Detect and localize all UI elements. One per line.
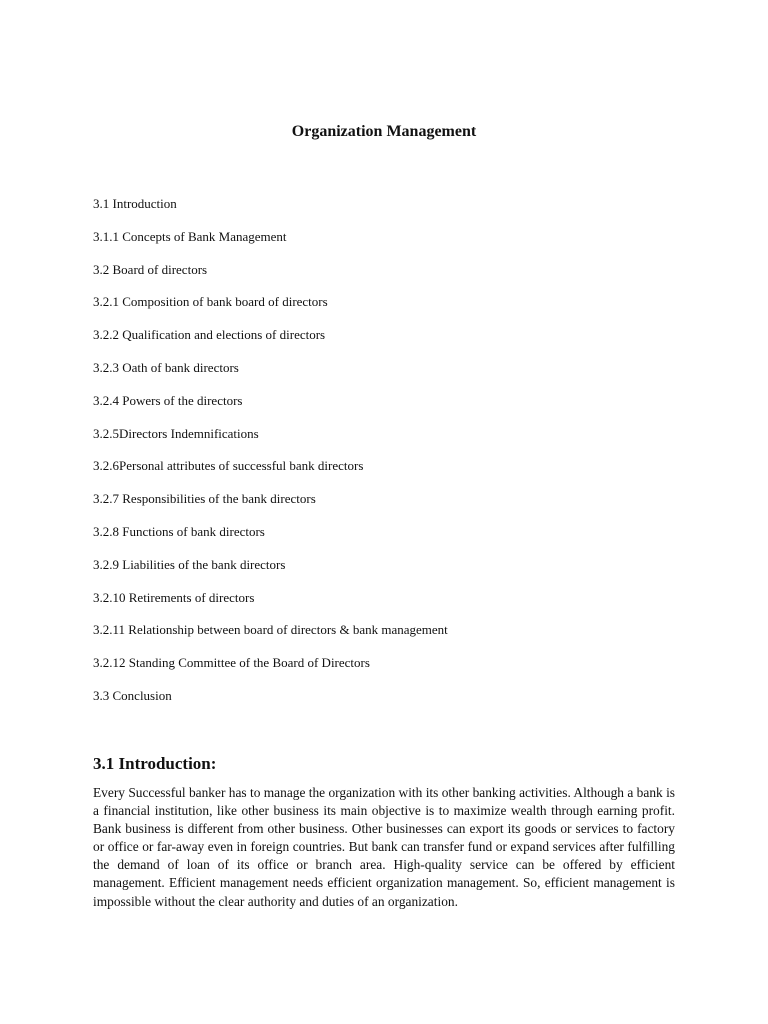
section-paragraph: Every Successful banker has to manage the organization with its other banking activities. Although a bank is a financial institution, like other business its main objective is to maximize wealth through earning profit. Bank business is different from other business. Other businesses can export its goods or services to factory or office or far-away even in foreign countries. But bank can transfer fund or expand services after fulfilling the demand of loan of its office or branch area. High-quality service can be offered by efficient management. Efficient management needs efficient organization management. So, efficient management is impossible without the clear authority and duties of an organization. xyxy=(93,785,675,909)
toc-item: 3.2.3 Oath of bank directors xyxy=(93,359,239,375)
toc-item: 3.2.6Personal attributes of successful bank directors xyxy=(93,458,364,474)
toc-item: 3.1 Introduction xyxy=(93,196,177,211)
toc-item: 3.3 Conclusion xyxy=(93,687,172,703)
toc-item: 3.2.2 Qualification and elections of directors xyxy=(93,327,326,343)
toc-item: 3.2 Board of directors xyxy=(93,261,208,277)
toc-item: 3.2.9 Liabilities of the bank directors xyxy=(93,556,286,572)
table-of-contents xyxy=(93,195,448,720)
toc-item: 3.1.1 Concepts of Bank Management xyxy=(93,228,287,244)
toc-item: 3.2.5Directors Indemnifications xyxy=(93,425,259,441)
toc-item: 3.2.7 Responsibilities of the bank directors xyxy=(93,491,316,507)
toc-item: 3.2.11 Relationship between board of directors & bank management xyxy=(93,622,448,638)
toc-item: 3.2.4 Powers of the directors xyxy=(93,392,243,408)
toc-item: 3.2.12 Standing Committee of the Board of Directors xyxy=(93,655,370,671)
section-heading: 3.1 Introduction: xyxy=(93,754,217,773)
toc-item: 3.2.10 Retirements of directors xyxy=(93,589,255,605)
page-title: Organization Management xyxy=(291,123,477,140)
toc-item: 3.2.1 Composition of bank board of directors xyxy=(93,294,328,310)
toc-item: 3.2.8 Functions of bank directors xyxy=(93,523,265,539)
